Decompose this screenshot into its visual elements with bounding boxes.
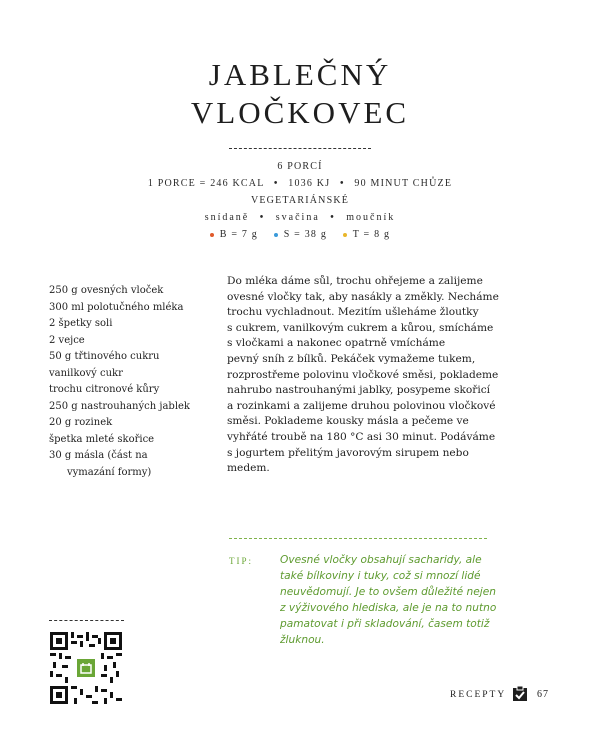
ingredients-list <box>49 283 214 481</box>
method-line: Do mléka dáme sůl, trochu ohřejeme a zalijeme <box>227 275 483 287</box>
ingredient-item: 2 špetky soli <box>49 318 113 329</box>
ingredient-item: 30 g másla (část na <box>49 450 148 461</box>
diet-type: VEGETARIÁNSKÉ <box>250 195 350 206</box>
ingredient-item: trochu citronové kůry <box>49 384 160 395</box>
nutrition-carbs: S = 38 g <box>274 229 327 240</box>
footer-section-label: RECEPTY <box>450 690 507 700</box>
clipboard-check-icon <box>512 686 528 702</box>
qr-code-graphic <box>50 632 122 704</box>
recipe-title-line2: VLOČKOVEC <box>190 95 410 130</box>
method-line: ovesné vločky tak, aby nasákly a změkly. Necháme <box>227 290 499 303</box>
carbs-dot-icon <box>274 233 278 237</box>
tip-line: Ovesné vločky obsahují sacharidy, ale <box>280 554 482 566</box>
meal-type-3: moučník <box>346 212 396 223</box>
method-line: směsi. Poklademe kousky másla a pečeme ve <box>227 415 469 428</box>
meal-type-1: snídaně <box>204 212 250 223</box>
method-line: trochu vychladnout. Mezitím ušleháme žloutky <box>227 306 479 319</box>
ingredient-item: 250 g nastrouhaných jablek <box>49 400 190 412</box>
kilojoules: 1036 KJ <box>288 178 331 189</box>
method-line: medem. <box>227 462 270 475</box>
qr-code-icon[interactable] <box>50 632 122 704</box>
method-line: s vločkami a nakonec opatrně vmícháme <box>227 337 446 350</box>
protein-dot-icon <box>210 233 214 237</box>
ingredient-item: 300 ml polotučného mléka <box>49 301 184 313</box>
tip-line: také bílkoviny i tuky, což si mnozí lidé <box>280 570 481 582</box>
tip-line: neuvědomují. Je to ovšem důležité nejen <box>280 586 496 598</box>
method-line: vyhřáté troubě na 180 °C asi 30 minut. Podáváme <box>227 430 496 443</box>
nutrition-values <box>0 226 600 243</box>
bullet: • <box>340 178 345 189</box>
recipe-meta <box>0 158 600 243</box>
ingredient-item: vymazání formy) <box>67 466 152 478</box>
bullet: • <box>273 178 279 189</box>
calories: 1 PORCE = 246 KCAL <box>147 178 265 189</box>
recipe-title-line1: JABLEČNÝ <box>208 57 392 92</box>
method-text <box>227 274 517 477</box>
ingredient-item: 250 g ovesných vloček <box>49 285 164 296</box>
ingredient-item: vanilkový cukr <box>49 367 123 379</box>
method-line: nahrubo nastrouhanými jablky, posypeme skořicí <box>227 384 491 397</box>
nutrition-fat: T = 8 g <box>343 229 390 240</box>
qr-divider <box>49 620 124 621</box>
fat-dot-icon <box>343 233 347 237</box>
tip-line: žluknou. <box>280 634 325 646</box>
tip-line: pamatovat i při skladování, časem totiž <box>280 618 490 630</box>
tip-label: TIP: <box>229 556 254 566</box>
ingredient-item: 50 g třtinového cukru <box>49 351 160 362</box>
meal-type-2: svačina <box>275 212 320 223</box>
bullet: • <box>330 212 336 223</box>
method-line: pevný sníh z bílků. Pekáček vymažeme tukem, <box>227 352 476 365</box>
tip-text <box>280 552 520 648</box>
tip-line: z výživového hlediska, ale je na to nutno <box>280 602 497 614</box>
method-line: rozprostřeme polovinu vločkové směsi, poklademe <box>227 368 499 381</box>
method-line: a rozinkami a zalijeme druhou polovinou vločkové <box>227 399 496 412</box>
portions: 6 PORCÍ <box>277 161 323 172</box>
method-line: s cukrem, vanilkovým cukrem a kůrou, smícháme <box>227 321 494 334</box>
ingredient-item: špetka mleté skořice <box>49 433 155 445</box>
tip-divider <box>229 538 487 539</box>
method-line: s jogurtem přelitým javorovým sirupem nebo <box>227 446 469 459</box>
recipe-title <box>0 56 600 132</box>
walking-time: 90 MINUT CHŮZE <box>354 178 453 189</box>
ingredient-item: 2 vejce <box>49 334 85 346</box>
title-divider <box>229 148 371 149</box>
nutrition-protein: B = 7 g <box>210 229 258 240</box>
bullet: • <box>259 212 266 223</box>
ingredient-item: 20 g rozinek <box>49 417 113 428</box>
page-number: 67 <box>537 689 549 700</box>
